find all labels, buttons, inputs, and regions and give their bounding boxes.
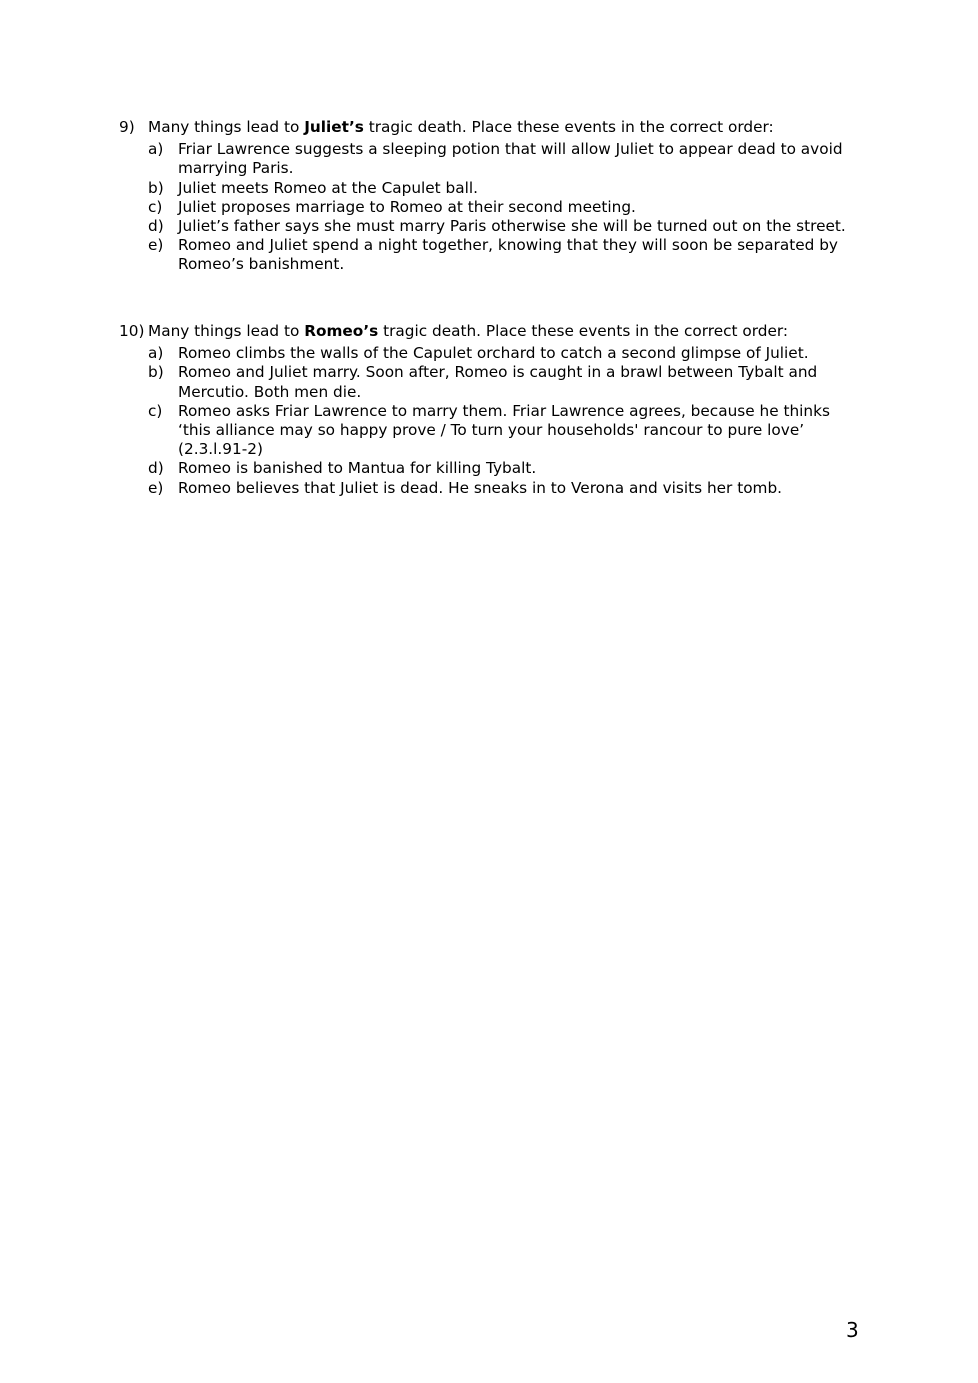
item-text: Juliet proposes marriage to Romeo at their second meeting. — [178, 197, 636, 216]
list-item — [148, 402, 879, 460]
list-item — [148, 217, 879, 236]
list-item — [148, 198, 879, 217]
item-letter: d) — [148, 459, 164, 478]
question-10 — [119, 322, 879, 498]
item-letter: e) — [148, 236, 164, 255]
item-letter: e) — [148, 478, 164, 497]
list-item — [148, 140, 879, 178]
list-item — [148, 363, 879, 401]
page-number: 3 — [846, 1318, 859, 1342]
question-number: 10) — [119, 322, 145, 340]
question-text-bold: Romeo’s — [304, 322, 379, 340]
question-number: 9) — [119, 118, 135, 136]
list-item — [148, 459, 879, 478]
item-letter: a) — [148, 140, 164, 159]
question-prompt — [119, 118, 879, 137]
item-text: Juliet’s father says she must marry Paris otherwise she will be turned out on the street. — [178, 217, 846, 236]
item-text: Juliet meets Romeo at the Capulet ball. — [178, 178, 478, 197]
list-item — [148, 179, 879, 198]
question-text — [148, 322, 788, 341]
question-text-lead: Many things lead to — [148, 322, 305, 340]
item-letter: b) — [148, 363, 164, 382]
item-text: Romeo climbs the walls of the Capulet orchard to catch a second glimpse of Juliet. — [178, 344, 809, 363]
item-letter: b) — [148, 178, 164, 197]
list-item — [148, 344, 879, 363]
list-item — [148, 236, 879, 274]
list-item — [148, 479, 879, 498]
item-text: Romeo believes that Juliet is dead. He sneaks in to Verona and visits her tomb. — [178, 478, 783, 497]
item-letter: c) — [148, 401, 163, 420]
event-list — [148, 140, 879, 274]
event-list — [148, 344, 879, 498]
item-text: Friar Lawrence suggests a sleeping potion that will allow Juliet to appear dead to avoid marrying Paris. — [178, 140, 843, 178]
item-letter: a) — [148, 344, 164, 363]
question-text-lead: Many things lead to — [148, 118, 305, 136]
question-text-tail: tragic death. Place these events in the correct order: — [363, 118, 774, 136]
question-9 — [119, 118, 879, 275]
item-letter: c) — [148, 197, 163, 216]
item-letter: d) — [148, 217, 164, 236]
question-text-bold: Juliet’s — [304, 118, 364, 136]
question-prompt — [119, 322, 879, 341]
question-text-tail: tragic death. Place these events in the correct order: — [378, 322, 789, 340]
item-text: Romeo asks Friar Lawrence to marry them. Friar Lawrence agrees, because he thinks ‘this alliance may so happy prove / To turn your households' rancour to pure love’ (2.3.l.91-2) — [178, 401, 830, 459]
question-text — [148, 118, 774, 137]
item-text: Romeo and Juliet spend a night together, knowing that they will soon be separated by Romeo’s banishment. — [178, 236, 838, 274]
item-text: Romeo is banished to Mantua for killing Tybalt. — [178, 459, 537, 478]
item-text: Romeo and Juliet marry. Soon after, Romeo is caught in a brawl between Tybalt and Mercutio. Both men die. — [178, 363, 818, 401]
